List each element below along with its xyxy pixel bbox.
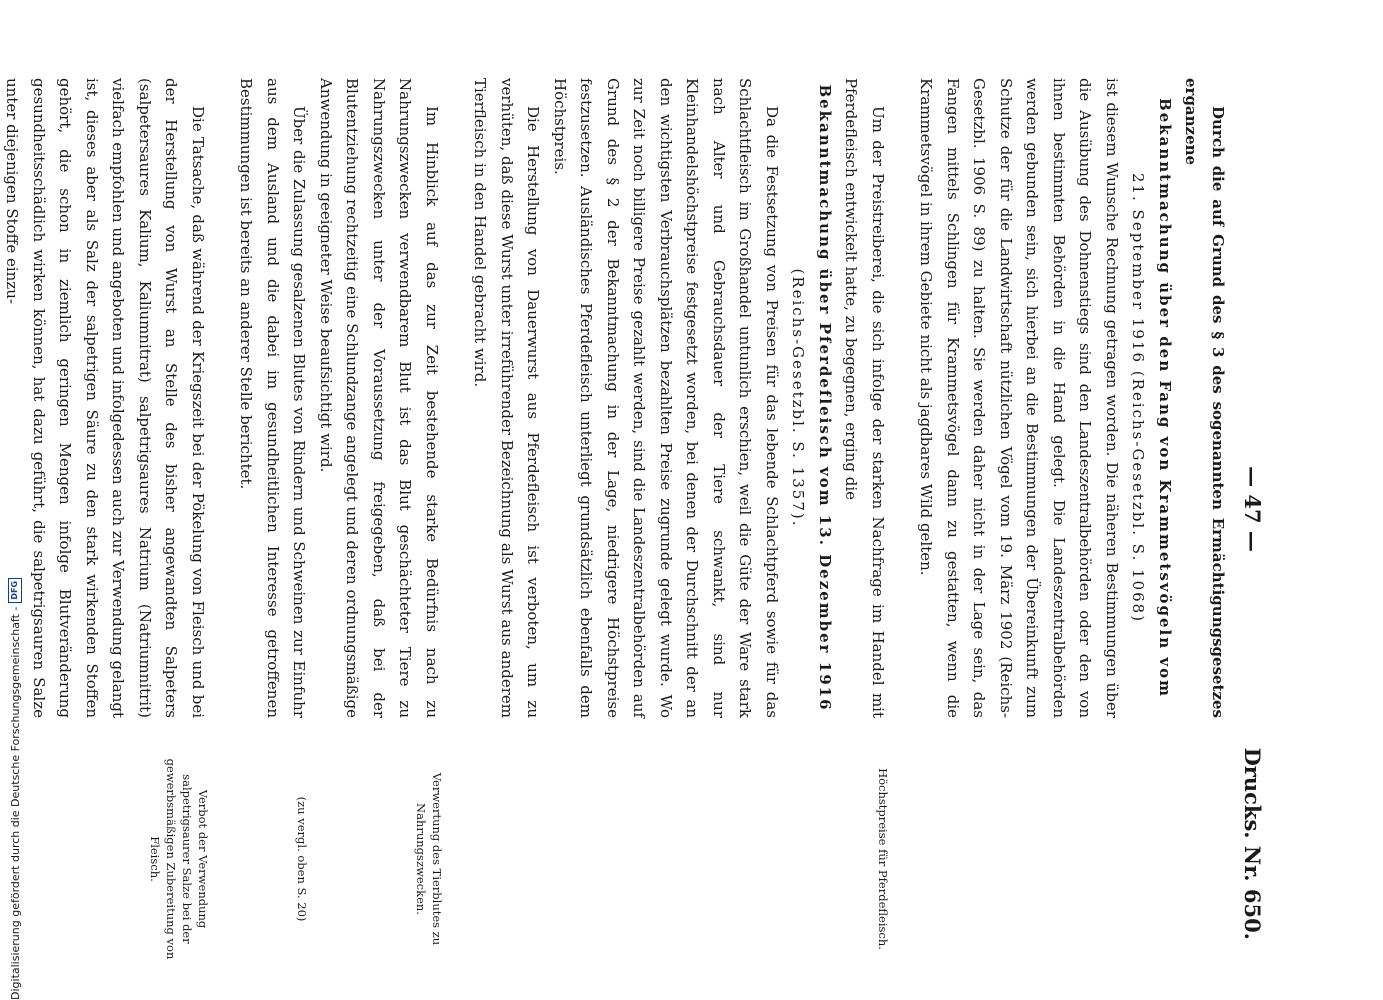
document-body [0, 78, 1231, 960]
section-date-ref: 21. September 1916 (Reichs-Gesetzbl. S. 1068) [1129, 172, 1148, 624]
section-intro: Um der Preistreiberei, die sich infolge der starken Nachfrage im Handel mit Pferdefleisch entwickelt hatte, zu begegnen, erging die [842, 78, 887, 718]
section-body: Da die Festsetzung von Preisen für das lebende Schlachtpferd sowie für das Schlachtfleisch im Großhandel untunlich erschien, weil die Güte der Ware stark nach Alter und Gebrauchsdauer der Tiere schwankt, sind nur Kleinhandelshöchstpreise festgesetzt worden, bei denen der Durchschnitt der an den wichtigsten Verbrauchsplätzen bezahlten Preise zugrunde gelegt wurde. Wo zur Zeit noch billigere Preise gezahlt werden, sind die Landeszentralbehörden auf Grund des § 2 der Bekanntmachung in der Lage, niedrigere Höchstpreise festzusetzen. Ausländisches Pferdefleisch unterliegt grundsätzlich ebenfalls dem Höchstpreis. [551, 78, 781, 718]
section-intro: Durch die auf Grund des § 3 des sogenannten Ermächtigungsgesetzes erganzene [1182, 78, 1227, 718]
footer-text: Digitalisierung gefördert durch die Deutsche Forschungsgemeinschaft - [8, 606, 22, 1000]
page-header [1231, 78, 1265, 940]
margin-note-pferdefleisch: Höchstpreise für Pferdefleisch. [876, 768, 890, 950]
section-date-ref: (Reichs-Gesetzbl. S. 1357). [789, 268, 808, 528]
dfg-logo: DFG [8, 578, 22, 603]
section-pferdefleisch [467, 78, 891, 950]
section-body: Im Hinblick auf das zur Zeit bestehende starke Bedürfnis nach zu Nahrungszwecken verwendbarem Blut ist das Blut geschächteter Tiere zu Nahrungszwecken unter der Voraussetzung freigegeben, daß bei der Blutentziehung rechtzeitig eine Schlundzange angelegt und deren ordnungsmäßige Anwendung in geeigneter Weise beaufsichtigt wird. [317, 78, 441, 718]
section-body: ist diesem Wunsche Rechnung getragen worden. Die näheren Bestimmungen über die Ausübung des Dohnenstiegs sind den Landeszentralbehörden oder den von ihnen bestimmten Behörden in die Hand gelegt. Die Landeszentralbehörden werden gebunden sein, sich hierbei an die Bestimmungen der Übereinkunft zum Schutze der für die Landwirtschaft nützlichen Vögel vom 19. März 1902 (Reichs-Gesetzbl. 1906 S. 89) zu halten. Sie werden daher nicht in der Lage sein, das Fangen mittels Schlingen für Krammetsvögel dann zu gestatten, wenn die Krammetsvögel in ihrem Gebiete nicht als jagdbares Wild gelten. [917, 78, 1121, 718]
margin-note-salpeter: Verbot der Verwendung salpetrigsaurer Salze bei der gewerbsmäßigen Zubereitung von Fleisch. [148, 758, 210, 960]
margin-note-reference: (zu vergl. oben S. 20) [295, 796, 309, 922]
section-tierblut [233, 78, 445, 946]
section-krammetsvoegel [913, 78, 1231, 718]
page-number: — 47 — [1240, 466, 1265, 552]
section-title: Bekanntmachung über den Fang von Krammetsvögeln vom [1156, 98, 1174, 698]
margin-note-tierblut: Verwertung des Tierblutes zu Nahrungszwecken. [414, 772, 444, 946]
document-number: Drucks. Nr. 650. [1240, 747, 1265, 940]
section-title: Bekanntmachung über Pferdefleisch vom 13. Dezember 1916 [816, 84, 834, 712]
section-body: Die Herstellung von Dauerwurst aus Pferdefleisch ist verboten, um zu verhüten, daß diese Wurst unter irreführender Bezeichnung als Wurst aus anderem Tierfleisch in den Handel gebracht wird. [471, 78, 543, 718]
section-body: Über die Zulassung gesalzenen Blutes von Rindern und Schweinen zur Einfuhr aus dem Ausland und die dabei im gesundheitlichen Interesse getroffenen Bestimmungen ist bereits an anderer Stelle berichtet. [237, 78, 309, 718]
section-body: Die Tatsache, daß während der Kriegszeit bei der Pökelung von Fleisch und bei der Herstellung von Wurst an Stelle des bisher angewandten Salpeters (salpetersaures Kalium, Kaliumnitrat) salpetrigsaures Natrium (Natriumnitrit) vielfach empfohlen und angeboten und infolgedessen auch zur Verwendung gelangt ist, dieses aber als Salz der salpetrigen Säure zu den stark wirkenden Stoffen gehört, die schon in ziemlich geringen Mengen infolge Blutveränderung gesundheitsschädlich wirken können, hat dazu geführt, die salpetrigsauren Salze unter diejenigen Stoffe einzu- [3, 78, 207, 718]
digitization-footer [8, 578, 22, 1000]
